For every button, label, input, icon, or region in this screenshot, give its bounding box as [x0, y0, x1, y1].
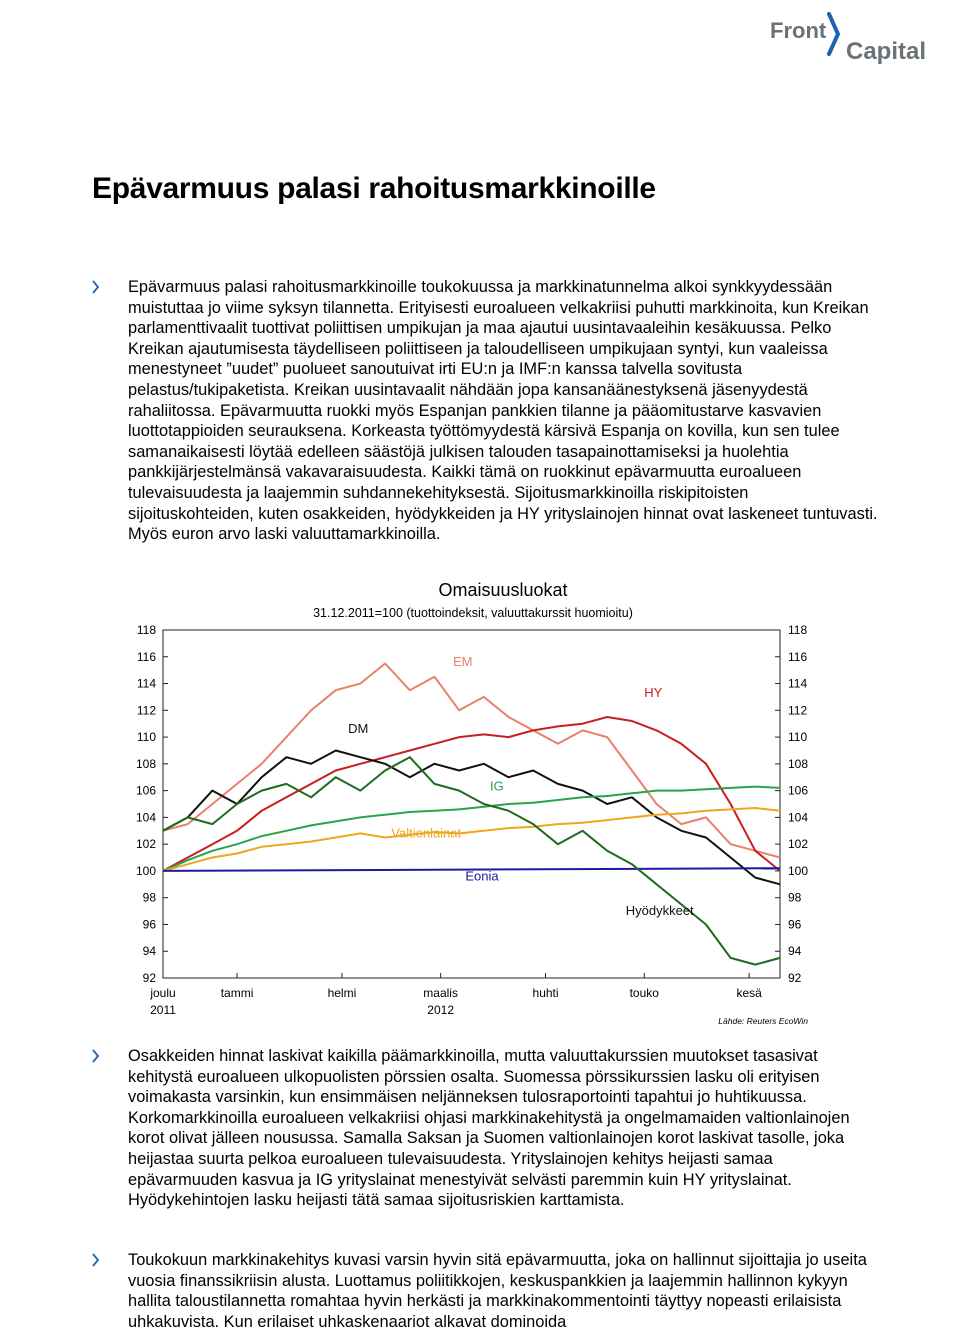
x-year-label: 2011: [150, 1003, 176, 1017]
y-tick-label-right: 118: [788, 623, 808, 637]
paragraph-1: Epävarmuus palasi rahoitusmarkkinoille toukokuussa ja markkinatunnelma alkoi synkkyydessään muistuttaa jo viime syksyn tilannetta. Erityisesti euroalueen velkakriisi puhutti markkinoita, kun Kreikan parlamenttivaalit tuottivat poliittisen umpikujan ja maa ajautui uusintavaaleihin kesäkuussa. Pelko Kreikan ajautumisesta täydelliseen poliittiseen ja taloudelliseen umpikujaan syntyi, kun vaaleissa menestyneet ”uudet” puolueet sanoutuivat irti EU:n ja IMF:n kanssa talvella sovitusta pelastus/tukipaketista. Kreikan uusintavaalit nähdään jopa kansanäänestyksenä jäsenyydestä rahaliitossa. Epävarmuutta ruokki myös Espanjan pankkien tilanne ja pääomitustarve kasvavien luottotappioiden seurauksena. Korkeasta työttömyydestä kärsivä Espanja on kovilla, kun sen tulee samanaikaisesti löytää edelleen säästöjä julkisen talouden tasapainottamiseksi ja huolehtia pankkijärjestelmänsä vakavaraisuudesta. Kaikki tämä on ruokkinut epävarmuutta euroalueen tulevaisuudesta ja laajemmin suhdannekehityksestä. Sijoitusmarkkinoilla riskipitoisten sijoituskohteiden, kuten osakkeiden, hyödykkeiden ja HY yrityslainojen hinnat ovat laskeneet tuntuvasti. Myös euron arvo laski valuuttamarkkinoilla.: [128, 278, 878, 544]
chart-svg: [118, 578, 828, 1028]
asset-class-chart: [118, 578, 828, 1028]
series-label: Valtionlainat: [391, 825, 462, 841]
y-tick-label-left: 118: [136, 623, 156, 637]
y-tick-label-right: 98: [788, 890, 802, 905]
chevron-logo-icon: [826, 12, 844, 56]
y-tick-label-right: 112: [788, 703, 808, 718]
y-tick-label-left: 112: [136, 703, 156, 718]
series-label: HY: [644, 684, 663, 700]
x-tick-label: joulu: [150, 986, 176, 1000]
y-tick-label-left: 100: [135, 863, 156, 878]
chart-source: Lähde: Reuters EcoWin: [718, 1016, 808, 1026]
y-tick-label-left: 104: [135, 810, 156, 825]
series-label: DM: [348, 721, 369, 737]
chevron-right-icon: [90, 1250, 104, 1270]
y-tick-label-left: 106: [135, 783, 156, 798]
chevron-right-icon: [90, 1046, 104, 1066]
y-tick-label-left: 94: [142, 944, 156, 959]
y-tick-label-left: 108: [135, 756, 156, 771]
series-line-dm: [163, 751, 780, 885]
y-tick-label-right: 114: [788, 676, 808, 691]
paragraph-2: Osakkeiden hinnat laskivat kaikilla päämarkkinoilla, mutta valuuttakurssien muutokset tasasivat kehitystä euroalueen ulkopuolisten pörssien osalta. Suomessa pörssikurssien lasku oli erityisen voimakasta varsinkin, kun ensimmäisen neljänneksen tulosraportointi tapahtui jo huhtikuussa. Korkomarkkinoilla euroalueen velkakriisi ohjasi markkinakehitystä ja ongelmamaiden valtionlainojen korot olivat jälleen nousussa. Samalla Saksan ja Suomen valtionlainojen korot laskivat tasolle, joka heijastaa suurta pelkoa euroalueen tulevaisuudesta. Yrityslainojen kehitys heijasti samaa epävarmuuden kasvua ja IG yrityslainat menestyivät selvästi paremmin kuin HY yrityslainat. Hyödykehintojen lasku heijasti tätä samaa sijoitusriskien karttamista.: [128, 1047, 850, 1210]
series-label: IG: [490, 778, 504, 794]
y-tick-label-right: 104: [788, 810, 809, 825]
chart-title: Omaisuusluokat: [438, 580, 568, 600]
logo-front-text: Front: [770, 18, 827, 43]
series-line-hyödykkeet: [163, 757, 780, 964]
series-line-valtionlainat: [163, 808, 780, 871]
series-label: EM: [452, 654, 473, 670]
y-tick-label-left: 110: [136, 730, 156, 745]
x-tick-label: kesä: [736, 986, 762, 1000]
y-tick-label-left: 96: [142, 917, 156, 932]
y-tick-label-right: 108: [788, 756, 809, 771]
chevron-right-icon: [90, 277, 104, 297]
y-tick-label-right: 96: [788, 917, 802, 932]
series-line-ig: [163, 787, 780, 871]
y-tick-label-right: 102: [788, 837, 809, 852]
paragraph-3: Toukokuun markkinakehitys kuvasi varsin hyvin sitä epävarmuutta, joka on hallinnut sijoittajia jo useita vuosia finanssikriisin alusta. Luottamus poliitikkojen, keskuspankkien ja laajemmin hallinnon kykyyn hallita taloustilannetta romahtaa hyvin herkästi ja markkinakommentointi täyttyy nopeasti erilaisista uhkakuvista. Kun erilaiset uhkaskenaariot alkavat dominoida: [128, 1251, 867, 1331]
y-tick-label-left: 114: [136, 676, 156, 691]
page-title: Epävarmuus palasi rahoitusmarkkinoille: [92, 172, 656, 205]
series-label: Eonia: [465, 868, 499, 884]
logo-capital-text: Capital: [846, 38, 927, 65]
y-tick-label-right: 92: [788, 971, 802, 985]
x-tick-label: tammi: [220, 986, 254, 1000]
y-tick-label-right: 110: [788, 730, 808, 745]
x-tick-label: maalis: [423, 986, 458, 1000]
series-label: Hyödykkeet: [625, 903, 694, 919]
y-tick-label-left: 116: [136, 649, 156, 664]
y-tick-label-right: 106: [788, 783, 809, 798]
x-tick-label: touko: [629, 986, 659, 1000]
x-year-label: 2012: [427, 1003, 455, 1017]
chart-subtitle: 31.12.2011=100 (tuottoindeksit, valuuttakurssit huomioitu): [313, 606, 633, 620]
y-tick-label-right: 94: [788, 944, 802, 959]
x-tick-label: huhti: [532, 986, 559, 1000]
y-tick-label-left: 98: [142, 890, 156, 905]
x-tick-label: helmi: [327, 986, 357, 1000]
plot-frame: [163, 630, 780, 978]
series-line-em: [163, 664, 780, 858]
y-tick-label-right: 116: [788, 649, 808, 664]
front-capital-logo: [770, 18, 930, 68]
y-tick-label-left: 102: [135, 837, 156, 852]
y-tick-label-left: 92: [142, 971, 156, 985]
y-tick-label-right: 100: [788, 863, 809, 878]
